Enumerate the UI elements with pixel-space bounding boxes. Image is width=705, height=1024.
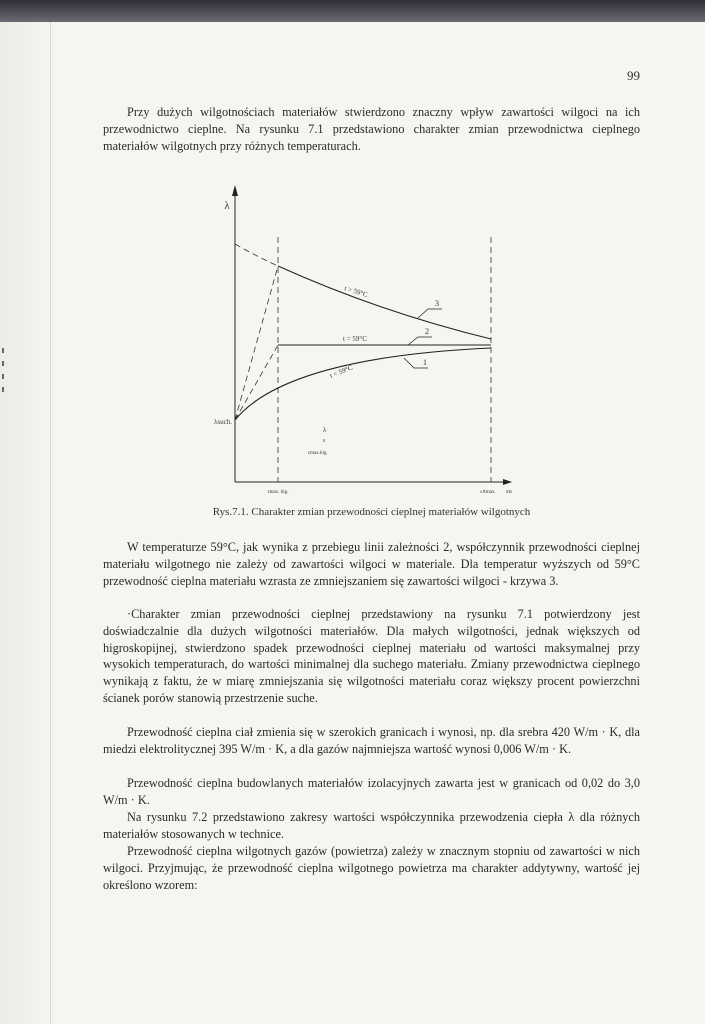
curve-3-number: 3 [435, 299, 439, 308]
body-paragraph-3: Przewodność cieplna ciał zmienia się w szerokich granicach i wynosi, np. dla srebra 420 W/m · K, dla miedzi elektrolitycznej 395 W/m · K, a dla gazów najmniejsza wartość wynosi 0,006 W/m · K. [103, 725, 640, 756]
body-paragraph-5: Na rysunku 7.2 przedstawiono zakresy wartości współczynnika przewodzenia ciepła λ dla różnych materiałów stosowanych w technice. [103, 810, 640, 841]
y-axis-arrow [232, 185, 238, 196]
y-axis-label: λ [224, 200, 230, 212]
curve-2-number: 2 [425, 327, 429, 336]
body-paragraph-1: W temperaturze 59°C, jak wynika z przebiegu linii zależności 2, współczynnik przewodności cieplnej materiału wilgotnego nie zależy od zawartości wilgoci w materiale. Dla temperatur wyższych od 59°C przewodność cieplna materiału wzrasta ze zmniejszaniem się zawartości wilgoci - krzywa 3. [103, 540, 640, 588]
intro-paragraph: Przy dużych wilgotnościach materiałów stwierdzono znaczny wpływ zawartości wilgoci na ich przewodnictwo cieplne. Na rysunku 7.1 przedstawiono charakter zmian przewodnictwa cieplnego materiałów wilgotnych przy różnych temperaturach. [103, 105, 640, 153]
lambda-dry-label: λsuch. [214, 418, 232, 426]
edge-marks [2, 348, 4, 398]
book-page [0, 22, 705, 1024]
curve-2-leader [408, 337, 432, 345]
body-paragraph-4: Przewodność cieplna budowlanych materiałów izolacyjnych zawarta jest w granicach od 0,02 do 3,0 W/m · K. [103, 776, 640, 807]
curve-2-temp-label: t = 59°C [343, 335, 367, 343]
scan-top-edge [0, 0, 705, 22]
curve-3-extrapolation [235, 244, 278, 266]
figure-caption: Rys.7.1. Charakter zmian przewodności cieplnej materiałów wilgotnych [212, 506, 531, 518]
curve-3-leader [418, 309, 442, 318]
curve-1-temp-label: t < 59°C [328, 363, 354, 380]
body-paragraph-2: ·Charakter zmian przewodności cieplnej przedstawiony na rysunku 7.1 potwierdzony jest doświadczalnie dla dużych wilgotności materiałów. Dla małych wilgotności, jednak większych od higroskopijnej, stwierdzono spadek przewodności cieplnej materiału od wartości maksymalnej przy wysokich temperaturach, do wartości minimalnej dla suchego materiału. Zmiany przewodnictwa cieplnego wynikają z faktu, że w miarę zmniejszania się wilgotności materiału coraz większy procent powierzchni ścianek porów stanowią przestrzenie suche. [103, 607, 640, 705]
legend-lambda: λ [323, 426, 327, 434]
rise-dashed-line-middle [235, 345, 278, 420]
curve-3-temp-label: t > 59°C [343, 284, 369, 299]
legend-eps: ε [323, 438, 326, 444]
legend-hygr: εmax.hig. [308, 451, 328, 456]
curve-1-number: 1 [423, 358, 427, 367]
curve-3-line [278, 266, 491, 339]
curve-1-line [235, 348, 491, 420]
x-label-hygroscopic: εmax. hig. [267, 490, 289, 495]
rise-dashed-line-upper [235, 266, 278, 420]
page-number: 99 [627, 68, 640, 83]
gutter-line [50, 22, 51, 1024]
x-axis-arrow [503, 479, 512, 485]
x-label-max: εAmax. [480, 490, 496, 495]
figure-7-1-chart [190, 182, 530, 502]
x-axis-label: εu [506, 489, 512, 495]
body-paragraph-6: Przewodność cieplna wilgotnych gazów (powietrza) zależy w znacznym stopniu od zawartości w nich wilgoci. Przyjmując, że przewodność cieplna wilgotnego powietrza ma charakter addytywny, wartość jej określono wzorem: [103, 844, 640, 892]
